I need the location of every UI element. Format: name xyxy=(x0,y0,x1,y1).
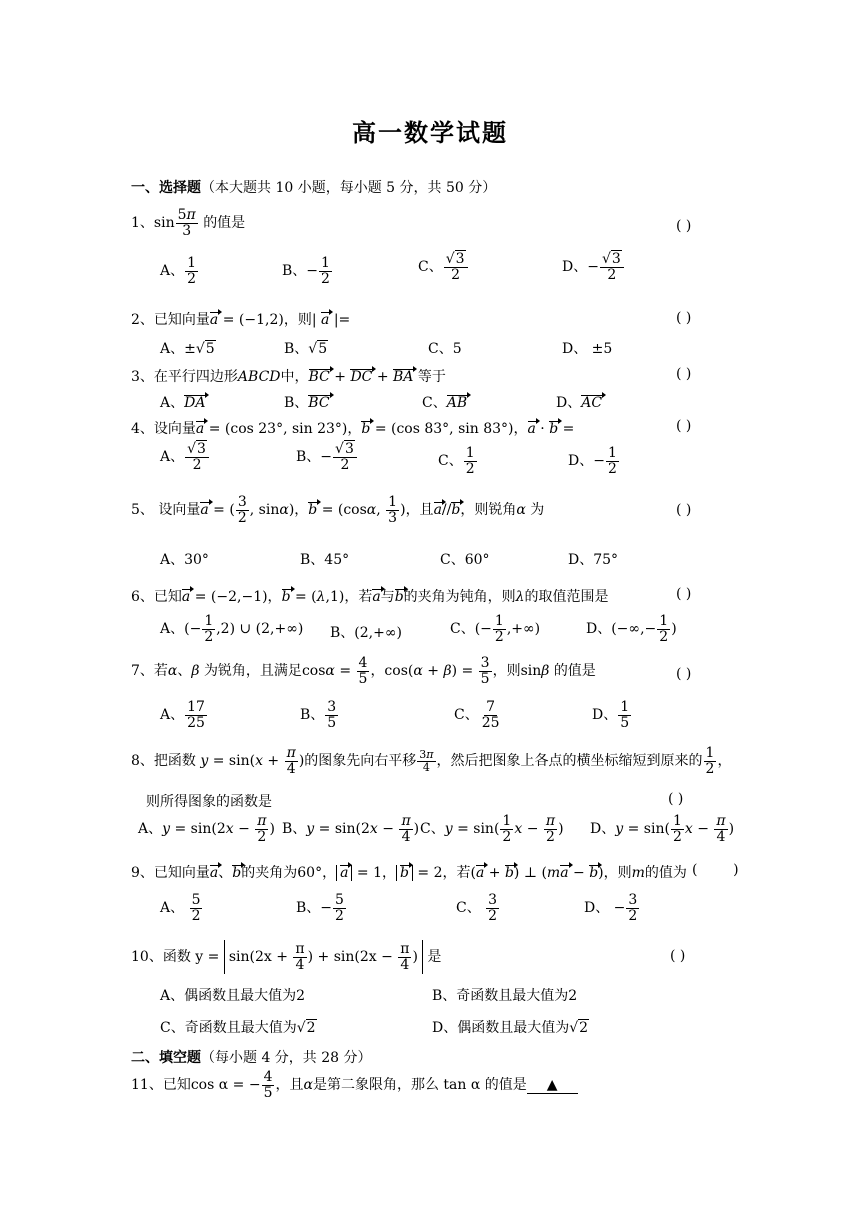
answer-paren-10[interactable]: ( ) xyxy=(670,948,686,964)
q6-option-d[interactable]: D、(−∞,− $\frac{1}{2}$ ) xyxy=(586,613,677,645)
answer-paren-4[interactable]: ( ) xyxy=(676,418,692,434)
q2-option-b[interactable]: B、√5 xyxy=(284,341,328,357)
q6-option-c[interactable]: C、(− $\frac{1}{2}$ ,+∞) xyxy=(450,613,541,645)
q1-option-c[interactable]: C、 $\frac{√3}{2}$ xyxy=(418,252,469,282)
question-6: 6、已知a = (−2,−1)，b = (λ,1)，若a与b的夹角为钝角，则λ的取值范围是 xyxy=(131,589,609,605)
q8-option-d[interactable]: D、y = sin( $\frac{1}{2}$ x − $\frac{\pi}{4}$ ) xyxy=(590,813,735,845)
q4-option-c[interactable]: C、 $\frac{1}{2}$ xyxy=(438,445,475,477)
q3-option-a[interactable]: A、DA xyxy=(160,395,206,411)
answer-paren-5[interactable]: ( ) xyxy=(676,502,692,518)
q9-option-c[interactable]: C、 $\frac{3}{2}$ xyxy=(456,892,498,924)
q5-option-c[interactable]: C、60° xyxy=(440,552,490,568)
q7-option-a[interactable]: A、 $\frac{17}{25}$ xyxy=(160,699,205,731)
q3-option-b[interactable]: B、BC xyxy=(284,395,330,411)
q8-option-a[interactable]: A、y = sin(2x − $\frac{\pi}{2}$ ) xyxy=(138,813,275,845)
question-8-line2: 则所得图象的函数是 xyxy=(146,794,272,810)
question-5: 5、 设向量a = ( $\frac{3}{2}$ , sinα)，b = (cosα, $\frac{1}{3}$ )，且a//b，则锐角α 为 xyxy=(131,494,545,526)
q5-option-b[interactable]: B、45° xyxy=(300,552,350,568)
q10-option-a[interactable]: A、偶函数且最大值为2 xyxy=(160,988,306,1004)
q2-option-d[interactable]: D、 ±5 xyxy=(562,341,613,357)
q4-option-b[interactable]: B、− $\frac{√3}{2}$ xyxy=(296,442,358,472)
q9-option-a[interactable]: A、 $\frac{5}{2}$ xyxy=(160,892,201,924)
section-1-header: 一、选择题（本大题共 10 小题，每小题 5 分，共 50 分） xyxy=(131,180,497,196)
answer-paren-2[interactable]: ( ) xyxy=(676,310,692,326)
q9-option-b[interactable]: B、− $\frac{5}{2}$ xyxy=(296,892,344,924)
section-2-header: 二、填空题（每小题 4 分，共 28 分） xyxy=(131,1050,372,1066)
q7-option-c[interactable]: C、 $\frac{7}{25}$ xyxy=(454,699,500,731)
answer-paren-9[interactable]: ( ) xyxy=(692,862,739,878)
q5-option-a[interactable]: A、30° xyxy=(160,552,209,568)
question-8: 8、把函数 y = sin(x + $\frac{\pi}{4}$ )的图象先向右平移 $\frac{3\pi}{4}$ ，然后把图象上各点的横坐标缩短到原来的 $\frac{1}{2}$ ， xyxy=(131,745,732,777)
q3-option-d[interactable]: D、AC xyxy=(556,395,603,411)
q4-option-a[interactable]: A、 $\frac{√3}{2}$ xyxy=(160,442,210,472)
question-10: 10、函数 y = sin(2x + $\frac{\pi}{4}$ ) + sin(2x − $\frac{\pi}{4}$ ) 是 xyxy=(131,941,442,973)
q3-option-c[interactable]: C、AB xyxy=(422,395,468,411)
question-3: 3、在平行四边形ABCD中，BC + DC + BA 等于 xyxy=(131,369,446,385)
answer-blank-11[interactable]: ▲ xyxy=(527,1077,578,1094)
q9-option-d[interactable]: D、 − $\frac{3}{2}$ xyxy=(584,892,638,924)
page-title: 高一数学试题 xyxy=(352,118,508,147)
q4-option-d[interactable]: D、− $\frac{1}{2}$ xyxy=(568,445,617,477)
q6-option-a[interactable]: A、(− $\frac{1}{2}$ ,2) ∪ (2,+∞) xyxy=(160,613,304,645)
q10-option-c[interactable]: C、奇函数且最大值为√2 xyxy=(160,1020,316,1036)
q7-option-b[interactable]: B、 $\frac{3}{5}$ xyxy=(300,699,337,731)
q2-option-a[interactable]: A、±√5 xyxy=(160,341,215,357)
q10-option-d[interactable]: D、偶函数且最大值为√2 xyxy=(432,1020,589,1036)
answer-paren-8[interactable]: ( ) xyxy=(668,791,684,807)
q8-option-b[interactable]: B、y = sin(2x − $\frac{\pi}{4}$ ) xyxy=(282,813,420,845)
answer-paren-1[interactable]: ( ) xyxy=(676,218,692,234)
question-4: 4、设向量a = (cos 23°, sin 23°)，b = (cos 83°, sin 83°)，a · b = xyxy=(131,421,575,437)
q1-option-b[interactable]: B、− $\frac{1}{2}$ xyxy=(282,255,330,287)
q6-option-b[interactable]: B、(2,+∞) xyxy=(330,625,402,641)
answer-paren-3[interactable]: ( ) xyxy=(676,366,692,382)
q1-option-a[interactable]: A、 $\frac{1}{2}$ xyxy=(160,255,197,287)
q1-option-d[interactable]: D、− $\frac{√3}{2}$ xyxy=(562,252,625,282)
q2-option-c[interactable]: C、5 xyxy=(428,341,462,357)
q7-option-d[interactable]: D、 $\frac{1}{5}$ xyxy=(592,699,630,731)
question-11: 11、已知cos α = − $\frac{4}{5}$ ，且α是第二象限角，那么 tan α 的值是 ▲ xyxy=(131,1070,578,1100)
question-1: 1、sin $\frac{5\pi}{3}$ 的值是 xyxy=(131,207,246,239)
question-9: 9、已知向量a、b的夹角为60°， a = 1， b = 2，若(a + b) ⊥ (ma − b)，则m的值为 xyxy=(131,865,687,881)
answer-paren-7[interactable]: ( ) xyxy=(676,666,692,682)
q5-option-d[interactable]: D、75° xyxy=(568,552,619,568)
question-7: 7、若α、β 为锐角，且满足cosα = $\frac{4}{5}$ ，cos(α + β) = $\frac{3}{5}$ ，则sinβ 的值是 xyxy=(131,655,596,687)
question-2: 2、已知向量a = (−1,2)，则| a |= xyxy=(131,312,351,328)
q10-option-b[interactable]: B、奇函数且最大值为2 xyxy=(432,988,578,1004)
answer-paren-6[interactable]: ( ) xyxy=(676,586,692,602)
q8-option-c[interactable]: C、y = sin( $\frac{1}{2}$ x − $\frac{\pi}{2}$ ) xyxy=(420,813,564,845)
